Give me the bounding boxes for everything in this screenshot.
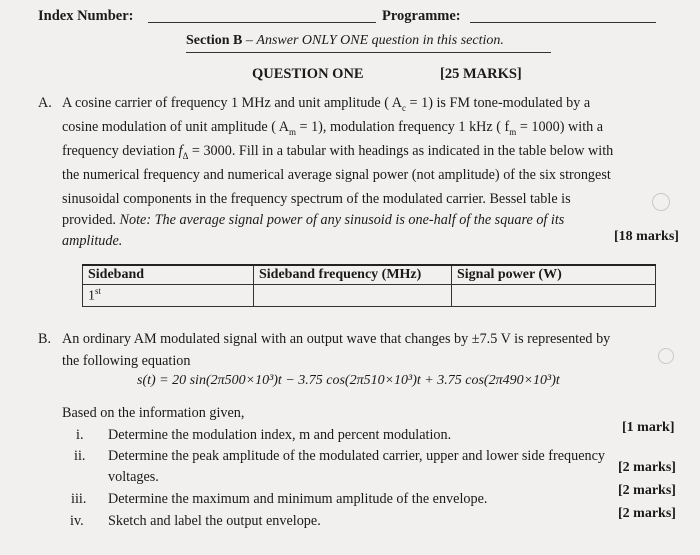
item-iv-number: iv. (70, 513, 84, 529)
part-a-line-5: sinusoidal components in the frequency spectrum of the modulated carrier. Bessel table is (62, 191, 571, 207)
section-instruction: Answer ONLY ONE question in this section. (256, 33, 504, 48)
question-marks: [25 MARKS] (440, 66, 522, 82)
sideband-table (82, 264, 656, 307)
item-i-number: i. (76, 427, 84, 443)
part-a-line-6: provided. Note: The average signal power of any sinusoid is one-half of the square of its (62, 212, 565, 228)
item-ii-text-2: voltages. (108, 469, 159, 485)
question-title: QUESTION ONE (252, 66, 364, 82)
note-text: The average signal power of any sinusoid is one-half of the square of its (154, 212, 565, 228)
item-iii-text: Determine the maximum and minimum amplitude of the envelope. (108, 491, 488, 507)
am-equation: s(t) = 20 sin(2π500×10³)t − 3.75 cos(2π510×10³)t + 3.75 cos(2π490×10³)t (137, 373, 560, 388)
index-number-blank (148, 22, 376, 23)
item-i-marks: [1 mark] (622, 420, 675, 435)
item-ii-marks: [2 marks] (618, 460, 676, 475)
paper-stain-mark-2 (658, 348, 674, 364)
programme-blank (470, 22, 656, 23)
item-ii-number: ii. (74, 448, 86, 464)
table-cell-power (452, 285, 656, 307)
part-a-line-3: frequency deviation $f_\Delta = 3000$. Fill in a tabular with headings as indicated in the table below with (62, 143, 614, 161)
table-header-frequency: Sideband frequency (MHz) (254, 265, 452, 285)
item-iv-text: Sketch and label the output envelope. (108, 513, 321, 529)
based-on-text: Based on the information given, (62, 405, 245, 421)
part-a-line-2: cosine modulation of unit amplitude ( $A_m = 1$), modulation frequency 1 kHz ( $f_m = 1000$) with a (62, 119, 604, 137)
note-label: Note: (119, 212, 152, 228)
table-header-power: Signal power (W) (452, 265, 656, 285)
item-i-text: Determine the modulation index, m and percent modulation. (108, 427, 452, 443)
table-cell-frequency (254, 285, 452, 307)
part-a-marks: [18 marks] (614, 229, 679, 244)
table-cell-sideband: 1st (83, 285, 254, 307)
part-a-note-end: amplitude. (62, 233, 123, 249)
table-row (83, 285, 656, 307)
table-header-sideband: Sideband (83, 265, 254, 285)
table-header-row (83, 265, 656, 285)
section-title: Section B (186, 33, 243, 48)
part-b-intro-2: the following equation (62, 353, 191, 369)
part-a-line-4: the numerical frequency and numerical average signal power (not amplitude) of the six strongest (62, 167, 611, 183)
item-iii-marks: [2 marks] (618, 483, 676, 498)
section-heading: Section B – Answer ONLY ONE question in this section. (186, 33, 504, 48)
part-b-label: B. (38, 331, 52, 347)
programme-label: Programme: (382, 8, 461, 24)
paper-stain-mark (652, 193, 670, 211)
part-a-label: A. (38, 95, 52, 111)
item-iii-number: iii. (71, 491, 87, 507)
item-iv-marks: [2 marks] (618, 506, 676, 521)
section-underline (186, 52, 551, 53)
part-b-intro-1: An ordinary AM modulated signal with an output wave that changes by ±7.5 V is represented by (62, 331, 611, 347)
part-a-line-1: A cosine carrier of frequency 1 MHz and unit amplitude ( $A_c = 1$) is FM tone-modulated by a (62, 95, 591, 113)
item-ii-text: Determine the peak amplitude of the modulated carrier, upper and lower side frequency (108, 448, 605, 464)
index-number-label: Index Number: (38, 8, 134, 24)
